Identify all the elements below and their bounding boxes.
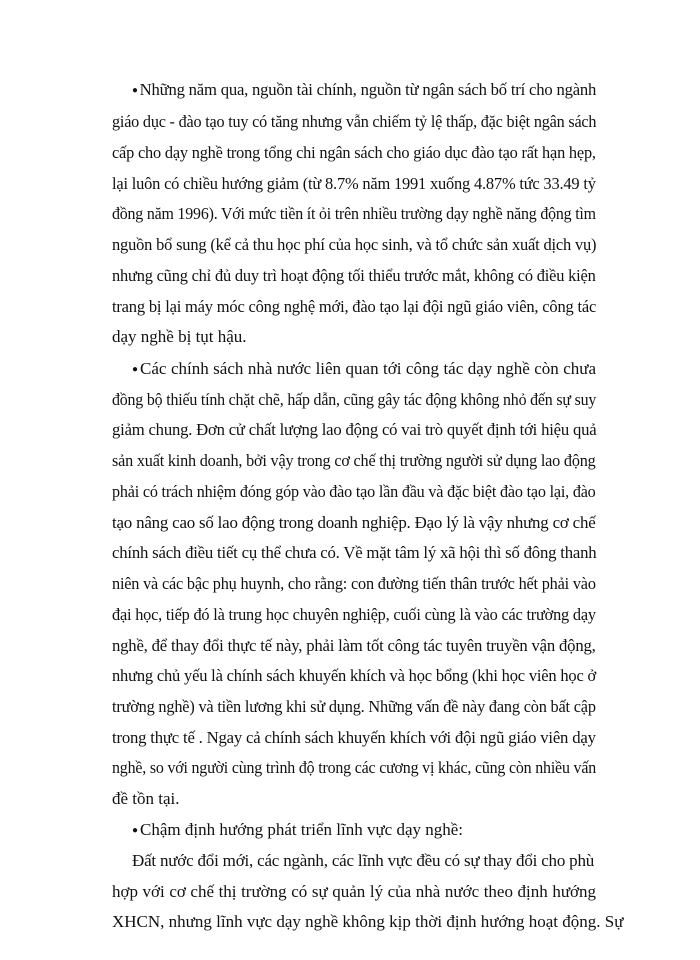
paragraph-2-line-6: tạo nâng cao số lao động trong doanh nghiệp. Đạo lý là vậy nhưng cơ chế xyxy=(112,513,596,532)
paragraph-1-line-5: đồng năm 1996). Với mức tiền ít ỏi trên nhiều trường dạy nghề năng động tìm xyxy=(112,204,596,223)
paragraph-1-line-7: nhưng cũng chỉ đủ duy trì hoạt động tối thiểu trước mắt, không có điều kiện xyxy=(112,266,596,285)
bullet-icon: ● xyxy=(132,825,139,836)
bullet-icon: ● xyxy=(132,85,138,96)
paragraph-2-line-10: nghề, để thay đổi thực tế này, phải làm tốt công tác tuyên truyền vận động, xyxy=(112,636,596,655)
paragraph-1-line-2: giáo dục - đào tạo tuy có tăng nhưng vẫn chiếm tỷ lệ thấp, đặc biệt ngân sách xyxy=(112,112,597,131)
paragraph-2-line-5: phải có trách nhiệm đóng góp vào đào tạo lần đầu và đặc biệt đào tạo lại, đào xyxy=(112,482,596,501)
paragraph-1-line-8: trang bị lại máy móc công nghệ mới, đào tạo lại đội ngũ giáo viên, công tác xyxy=(112,297,597,316)
paragraph-2-line-2: đồng bộ thiếu tính chặt chẽ, hấp dẫn, cũng gây tác động không nhỏ đến sự suy xyxy=(112,390,597,409)
paragraph-2-line-7: chính sách điều tiết cụ thể chưa có. Về mặt tâm lý xã hội thì số đông thanh xyxy=(112,543,597,562)
paragraph-1-line-3: cấp cho dạy nghề trong tổng chi ngân sách cho giáo dục đào tạo rất hạn hẹp, xyxy=(112,143,596,162)
paragraph-3-line-1: ● Chậm định hướng phát triển lĩnh vực dạy nghề: xyxy=(132,820,464,839)
paragraph-1-line-9: dạy nghề bị tụt hậu. xyxy=(112,327,247,346)
paragraph-2-line-11: nhưng chủ yếu là chính sách khuyến khích và học bổng (khi học viên học ở xyxy=(112,666,597,685)
paragraph-2-line-14: nghề, so với người cùng trình độ trong các cương vị khác, cũng còn nhiều vấn xyxy=(112,758,596,777)
paragraph-4-line-3: XHCN, nhưng lĩnh vực dạy nghề không kịp thời định hướng hoạt động. Sự xyxy=(112,912,624,931)
bullet-icon: ● xyxy=(132,364,139,375)
paragraph-2-line-4: sản xuất kinh doanh, bởi vậy trong cơ chế thị trường người sử dụng lao động xyxy=(112,451,596,470)
paragraph-2-line-13: trong thực tế . Ngay cả chính sách khuyến khích với đội ngũ giáo viên dạy xyxy=(112,728,596,747)
paragraph-2-line-9: đại học, tiếp đó là trung học chuyên nghiệp, cuối cùng là vào các trường dạy xyxy=(112,605,596,624)
paragraph-4-line-2: hợp với cơ chế thị trường có sự quản lý của nhà nước theo định hướng xyxy=(112,882,597,901)
paragraph-2-line-1: ● Các chính sách nhà nước liên quan tới công tác dạy nghề còn chưa xyxy=(132,359,597,378)
paragraph-1-line-1: ● Những năm qua, nguồn tài chính, nguồn từ ngân sách bố trí cho ngành xyxy=(132,80,597,99)
paragraph-2-line-3: giảm chung. Đơn cử chất lượng lao động có vai trò quyết định tới hiệu quả xyxy=(112,420,597,439)
paragraph-4-line-1: Đất nước đổi mới, các ngành, các lĩnh vực đều có sự thay đổi cho phù xyxy=(132,851,595,870)
paragraph-2-line-8: niên và các bậc phụ huynh, cho rằng: con đường tiến thân trước hết phải vào xyxy=(112,574,596,593)
paragraph-1-line-4: lại luôn có chiều hướng giảm (từ 8.7% năm 1991 xuống 4.87% tức 33.49 tỷ xyxy=(112,174,596,193)
paragraph-2-line-15: đề tồn tại. xyxy=(112,789,180,808)
paragraph-2-line-12: trường nghề) và tiền lương khi sử dụng. Những vấn đề này đang còn bất cập xyxy=(112,697,596,716)
paragraph-1-line-6: nguồn bổ sung (kể cả thu học phí của học sinh, và tổ chức sản xuất dịch vụ) xyxy=(112,235,597,254)
